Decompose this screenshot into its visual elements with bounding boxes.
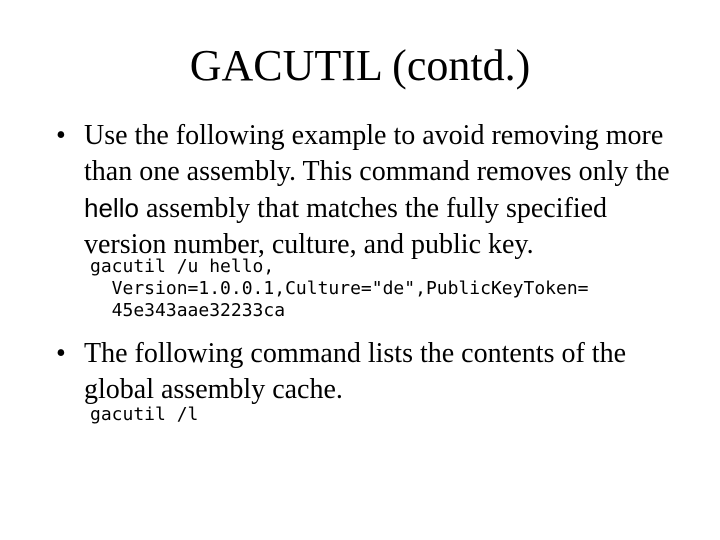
slide-title: GACUTIL (contd.) (189, 41, 531, 90)
bullet-1-text-before: Use the following example to avoid removing more than one assembly. This command removes only the (84, 120, 670, 187)
bullet-marker-1: • (56, 120, 66, 151)
bullet-2-text: The following command lists the contents of the global assembly cache. (84, 338, 627, 405)
bullet-marker-2: • (56, 338, 66, 369)
bullet-1-text-after: assembly that matches the fully specified version number, culture, and public key. (84, 193, 608, 260)
code-block-2: gacutil /l (90, 404, 199, 425)
bullet-item-2 (76, 336, 676, 408)
bullet-1-inline-term: hello (84, 193, 139, 223)
bullet-item-1 (84, 118, 674, 263)
code-block-1: gacutil /u hello, Version=1.0.0.1,Culture="de",PublicKeyToken= 45e343aae32233ca (90, 256, 589, 321)
